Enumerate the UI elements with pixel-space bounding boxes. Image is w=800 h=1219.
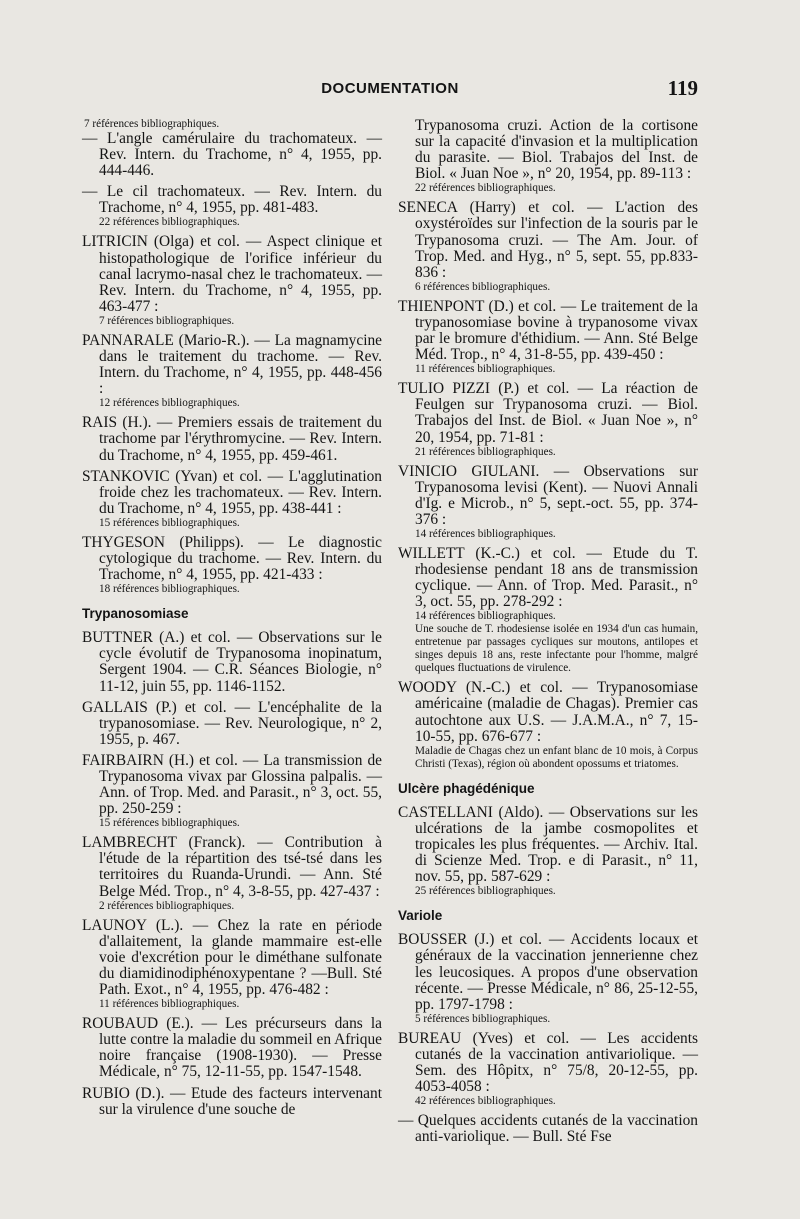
bibliography-entry [398,200,698,293]
entry-text: PANNARALE (Mario-R.). — La magnamycine dans le traitement du trachome. — Rev. Intern. du Trachome, n° 4, 1955, pp. 448-456 : [82,331,382,398]
reference-count: 15 références bibliographiques. [99,516,240,529]
bibliography-entry [398,118,698,195]
bibliography-entry [398,546,698,675]
entry-text: TULIO PIZZI (P.) et col. — La réaction de Feulgen sur Trypanosoma cruzi. — Biol. Trabajos del Inst. de Biol. « Juan Noe », n° 20, 1954, pp. 71-81 : [398,380,698,446]
bibliography-entry [82,535,382,596]
entry-text: VINICIO GIULANI. — Observations sur Trypanosoma levisi (Kent). — Nuovi Annali d'Ig. e Microb., n° 5, sept.-oct. 55, pp. 374-376 : [398,462,698,528]
left-column [82,118,382,1123]
reference-count: 21 références bibliographiques. [415,445,556,458]
entry-text: THYGESON (Philipps). — Le diagnostic cytologique du trachome. — Rev. Intern. du Trachome, n° 4, 1955, pp. 421-433 : [82,533,382,584]
bibliography-entry [82,1016,382,1080]
reference-count: 7 références bibliographiques. [84,118,220,130]
reference-count: 22 références bibliographiques. [415,182,556,195]
entry-text: GALLAIS (P.) et col. — L'encéphalite de la trypanosomiase. — Rev. Neurologique, n° 2, 1955, p. 467. [82,698,382,748]
bibliography-entry [82,118,382,179]
bibliography-entry [398,381,698,458]
reference-count: 2 références bibliographiques. [99,899,235,912]
entry-text: STANKOVIC (Yvan) et col. — L'agglutination froide chez les trachomateux. — Rev. Intern. du Trachome, n° 4, 1955, pp. 438-441 : [82,467,382,517]
running-title: DOCUMENTATION [321,80,459,97]
reference-count: 14 références bibliographiques. [415,527,556,540]
entry-text: LAMBRECHT (Franck). — Contribution à l'étude de la répartition des tsé-tsé dans les territoires du Ruanda-Urundi. — Ann. Sté Belge Méd. Trop., n° 4, 3-8-55, pp. 427-437 : [82,834,382,900]
entry-note: Une souche de T. rhodesiense isolée en 1934 d'un cas humain, entretenue par passages cycliques sur moutons, antilopes et singes depuis 18 ans, reste infectante pour l'homme, malgré quelques fluctuations de virulence. [415,623,698,675]
reference-count: 11 références bibliographiques. [415,363,556,376]
right-column [398,118,698,1150]
bibliography-entry [82,835,382,912]
entry-text: BOUSSER (J.) et col. — Accidents locaux et généraux de la vaccination jennerienne chez les leucosiques. A propos d'une observation récente. — Presse Médicale, n° 86, 25-12-55, pp. 1797-1798 : [398,931,698,1013]
entry-text: Trypanosoma cruzi. Action de la cortisone sur la capacité d'invasion et la multiplication du parasite. — Biol. Trabajos del Inst. de Biol. « Juan Noe », n° 20, 1954, pp. 89-113 : [415,117,698,183]
reference-count: 18 références bibliographiques. [99,583,240,596]
bibliography-entry [82,415,382,463]
entry-text: ROUBAUD (E.). — Les précurseurs dans la lutte contre la maladie du sommeil en Afrique noire française (1908-1930). — Presse Médicale, n° 75, 12-11-55, pp. 1547-1548. [82,1015,382,1081]
page-number: 119 [667,76,698,100]
bibliography-entry [82,1086,382,1118]
bibliography-entry [82,333,382,410]
page-header [82,76,698,104]
reference-count: 42 références bibliographiques. [415,1095,556,1108]
entry-text: CASTELLANI (Aldo). — Observations sur les ulcérations de la jambe cosmopolites et tropicales les plus fréquentes. — Archiv. Ital. di Scienze Med. Trop. e di Parasit., n° 11, nov. 55, pp. 587-629 : [398,803,698,886]
entry-text: — Quelques accidents cutanés de la vaccination anti-variolique. — Bull. Sté Fse [398,1112,698,1146]
reference-count: 14 références bibliographiques. [415,610,556,623]
reference-count: 25 références bibliographiques. [415,885,556,898]
entry-text: WILLETT (K.-C.) et col. — Etude du T. rhodesiense pendant 18 ans de transmission cyclique. — Ann. of Trop. Med. Parasit., n° 3, oct. 55, pp. 278-292 : [398,544,698,611]
reference-count: 12 références bibliographiques. [99,397,240,410]
bibliography-entry [398,932,698,1025]
entry-text: THIENPONT (D.) et col. — Le traitement de la trypanosomiase bovine à trypanosome vivax par le bromure d'éthidium. — Ann. Sté Belge Méd. Trop., n° 4, 31-8-55, pp. 439-450 : [398,297,698,364]
bibliography-entry [82,700,382,748]
entry-text: BUTTNER (A.) et col. — Observations sur le cycle évolutif de Trypanosoma inopinatum, Sergent 1904. — C.R. Séances Biologie, n° 11-12, juin 55, pp. 1146-1152. [82,629,382,695]
bibliography-entry [82,630,382,694]
bibliography-entry [82,234,382,327]
section-heading: Trypanosomiase [82,606,189,622]
entry-text: — L'angle camérulaire du trachomateux. — Rev. Intern. du Trachome, n° 4, 1955, pp. 444-446. [82,130,382,180]
bibliography-entry [82,469,382,530]
bibliography-entry [82,753,382,830]
reference-count: 6 références bibliographiques. [415,280,551,293]
entry-text: RAIS (H.). — Premiers essais de traitement du trachome par l'érythromycine. — Rev. Intern. du Trachome, n° 4, 1955, pp. 459-461. [82,414,382,464]
reference-count: 5 références bibliographiques. [415,1012,551,1025]
bibliography-entry [82,918,382,1011]
bibliography-entry [398,1113,698,1145]
entry-text: BUREAU (Yves) et col. — Les accidents cutanés de la vaccination antivariolique. — Sem. des Hôpitx, n° 75/8, 20-12-55, pp. 4053-4058 : [398,1029,698,1096]
entry-text: LAUNOY (L.). — Chez la rate en période d'allaitement, la glande mammaire est-elle voie d'excrétion pour le diméthane sulfonate du diamidinodiphénoxypentane ? —Bull. Sté Path. Exot., n° 4, 1955, pp. 476-482 : [82,916,382,999]
entry-text: RUBIO (D.). — Etude des facteurs intervenant sur la virulence d'une souche de [82,1084,382,1118]
bibliography-entry [398,1031,698,1108]
entry-note: Maladie de Chagas chez un enfant blanc de 10 mois, à Corpus Christi (Texas), région où abondent opossums et triatomes. [415,744,698,770]
entry-text: — Le cil trachomateux. — Rev. Intern. du Trachome, n° 4, 1955, pp. 481-483. [82,183,382,217]
entry-text: LITRICIN (Olga) et col. — Aspect clinique et histopathologique de l'orifice inférieur du canal lacrymo-nasal chez le trachomateux. — Rev. Intern. du Trachome, n° 4, 1955, pp. 463-477 : [82,233,382,315]
section-heading: Ulcère phagédénique [398,780,535,796]
entry-text: SENECA (Harry) et col. — L'action des oxystéroïdes sur l'infection de la souris par le Trypanosoma cruzi. — The Am. Jour. of Trop. Med. and Hyg., n° 5, sept. 55, pp.833-836 : [398,199,698,281]
bibliography-entry [398,680,698,770]
reference-count: 11 références bibliographiques. [99,998,240,1011]
entry-text: WOODY (N.-C.) et col. — Trypanosomiase américaine (maladie de Chagas). Premier cas autochtone aux U.S. — J.A.M.A., n° 7, 15-10-55, pp. 676-677 : [398,679,698,745]
reference-count: 15 références bibliographiques. [99,817,240,830]
section-heading: Variole [398,908,443,924]
bibliography-entry [398,805,698,898]
reference-count: 7 références bibliographiques. [99,314,235,327]
entry-text: FAIRBAIRN (H.) et col. — La transmission de Trypanosoma vivax par Glossina palpalis. — Ann. of Trop. Med. and Parasit., n° 3, oct. 55, pp. 250-259 : [82,751,382,818]
bibliography-entry [398,464,698,541]
bibliography-entry [82,184,382,229]
reference-count: 22 références bibliographiques. [99,216,240,229]
bibliography-entry [398,299,698,376]
